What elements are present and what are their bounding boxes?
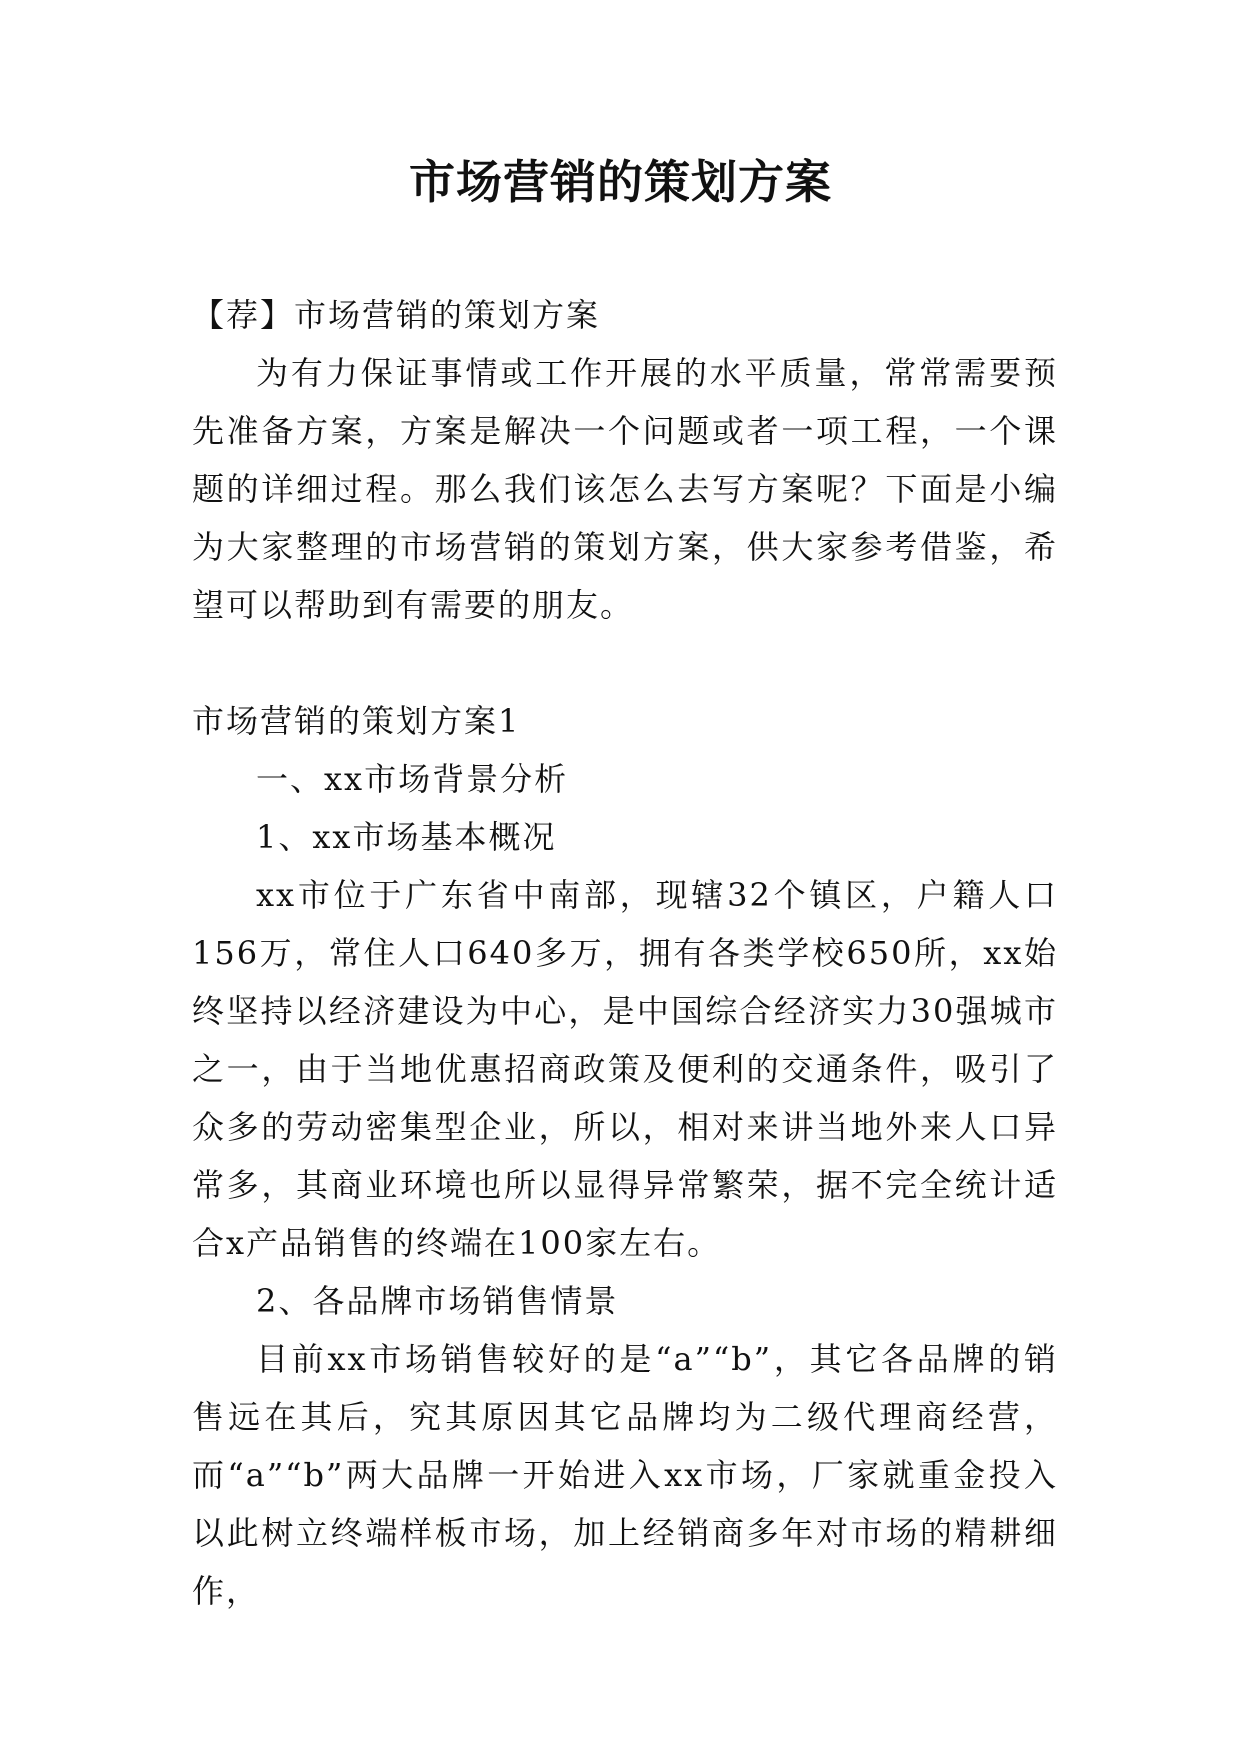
document-body [192,286,1058,1620]
heading-brand-sales: 2、各品牌市场销售情景 [256,1282,619,1320]
recommend-line: 【荐】市场营销的策划方案 [192,296,601,334]
heading-market-overview: 1、xx市场基本概况 [256,818,557,856]
heading-market-background: 一、xx市场背景分析 [256,760,569,798]
intro-paragraph: 为有力保证事情或工作开展的水平质量，常常需要预先准备方案，方案是解决一个问题或者一项工程，一个课题的详细过程。那么我们该怎么去写方案呢？下面是小编为大家整理的市场营销的策划方案，供大家参考借鉴，希望可以帮助到有需要的朋友。 [192,354,1058,624]
document-title: 市场营销的策划方案 [409,155,832,209]
brand-sales-paragraph: 目前xx市场销售较好的是“a”“b”，其它各品牌的销售远在其后，究其原因其它品牌均为二级代理商经营，而“a”“b”两大品牌一开始进入xx市场，厂家就重金投入以此树立终端样板市场，加上经销商多年对市场的精耕细作， [192,1340,1058,1610]
section-title: 市场营销的策划方案1 [192,702,521,740]
market-overview-paragraph: xx市位于广东省中南部，现辖32个镇区，户籍人口156万，常住人口640多万，拥有各类学校650所，xx始终坚持以经济建设为中心，是中国综合经济实力30强城市之一，由于当地优惠招商政策及便利的交通条件，吸引了众多的劳动密集型企业，所以，相对来讲当地外来人口异常多，其商业环境也所以显得异常繁荣，据不完全统计适合x产品销售的终端在100家左右。 [192,876,1058,1262]
paragraph-spacer [192,634,1058,692]
